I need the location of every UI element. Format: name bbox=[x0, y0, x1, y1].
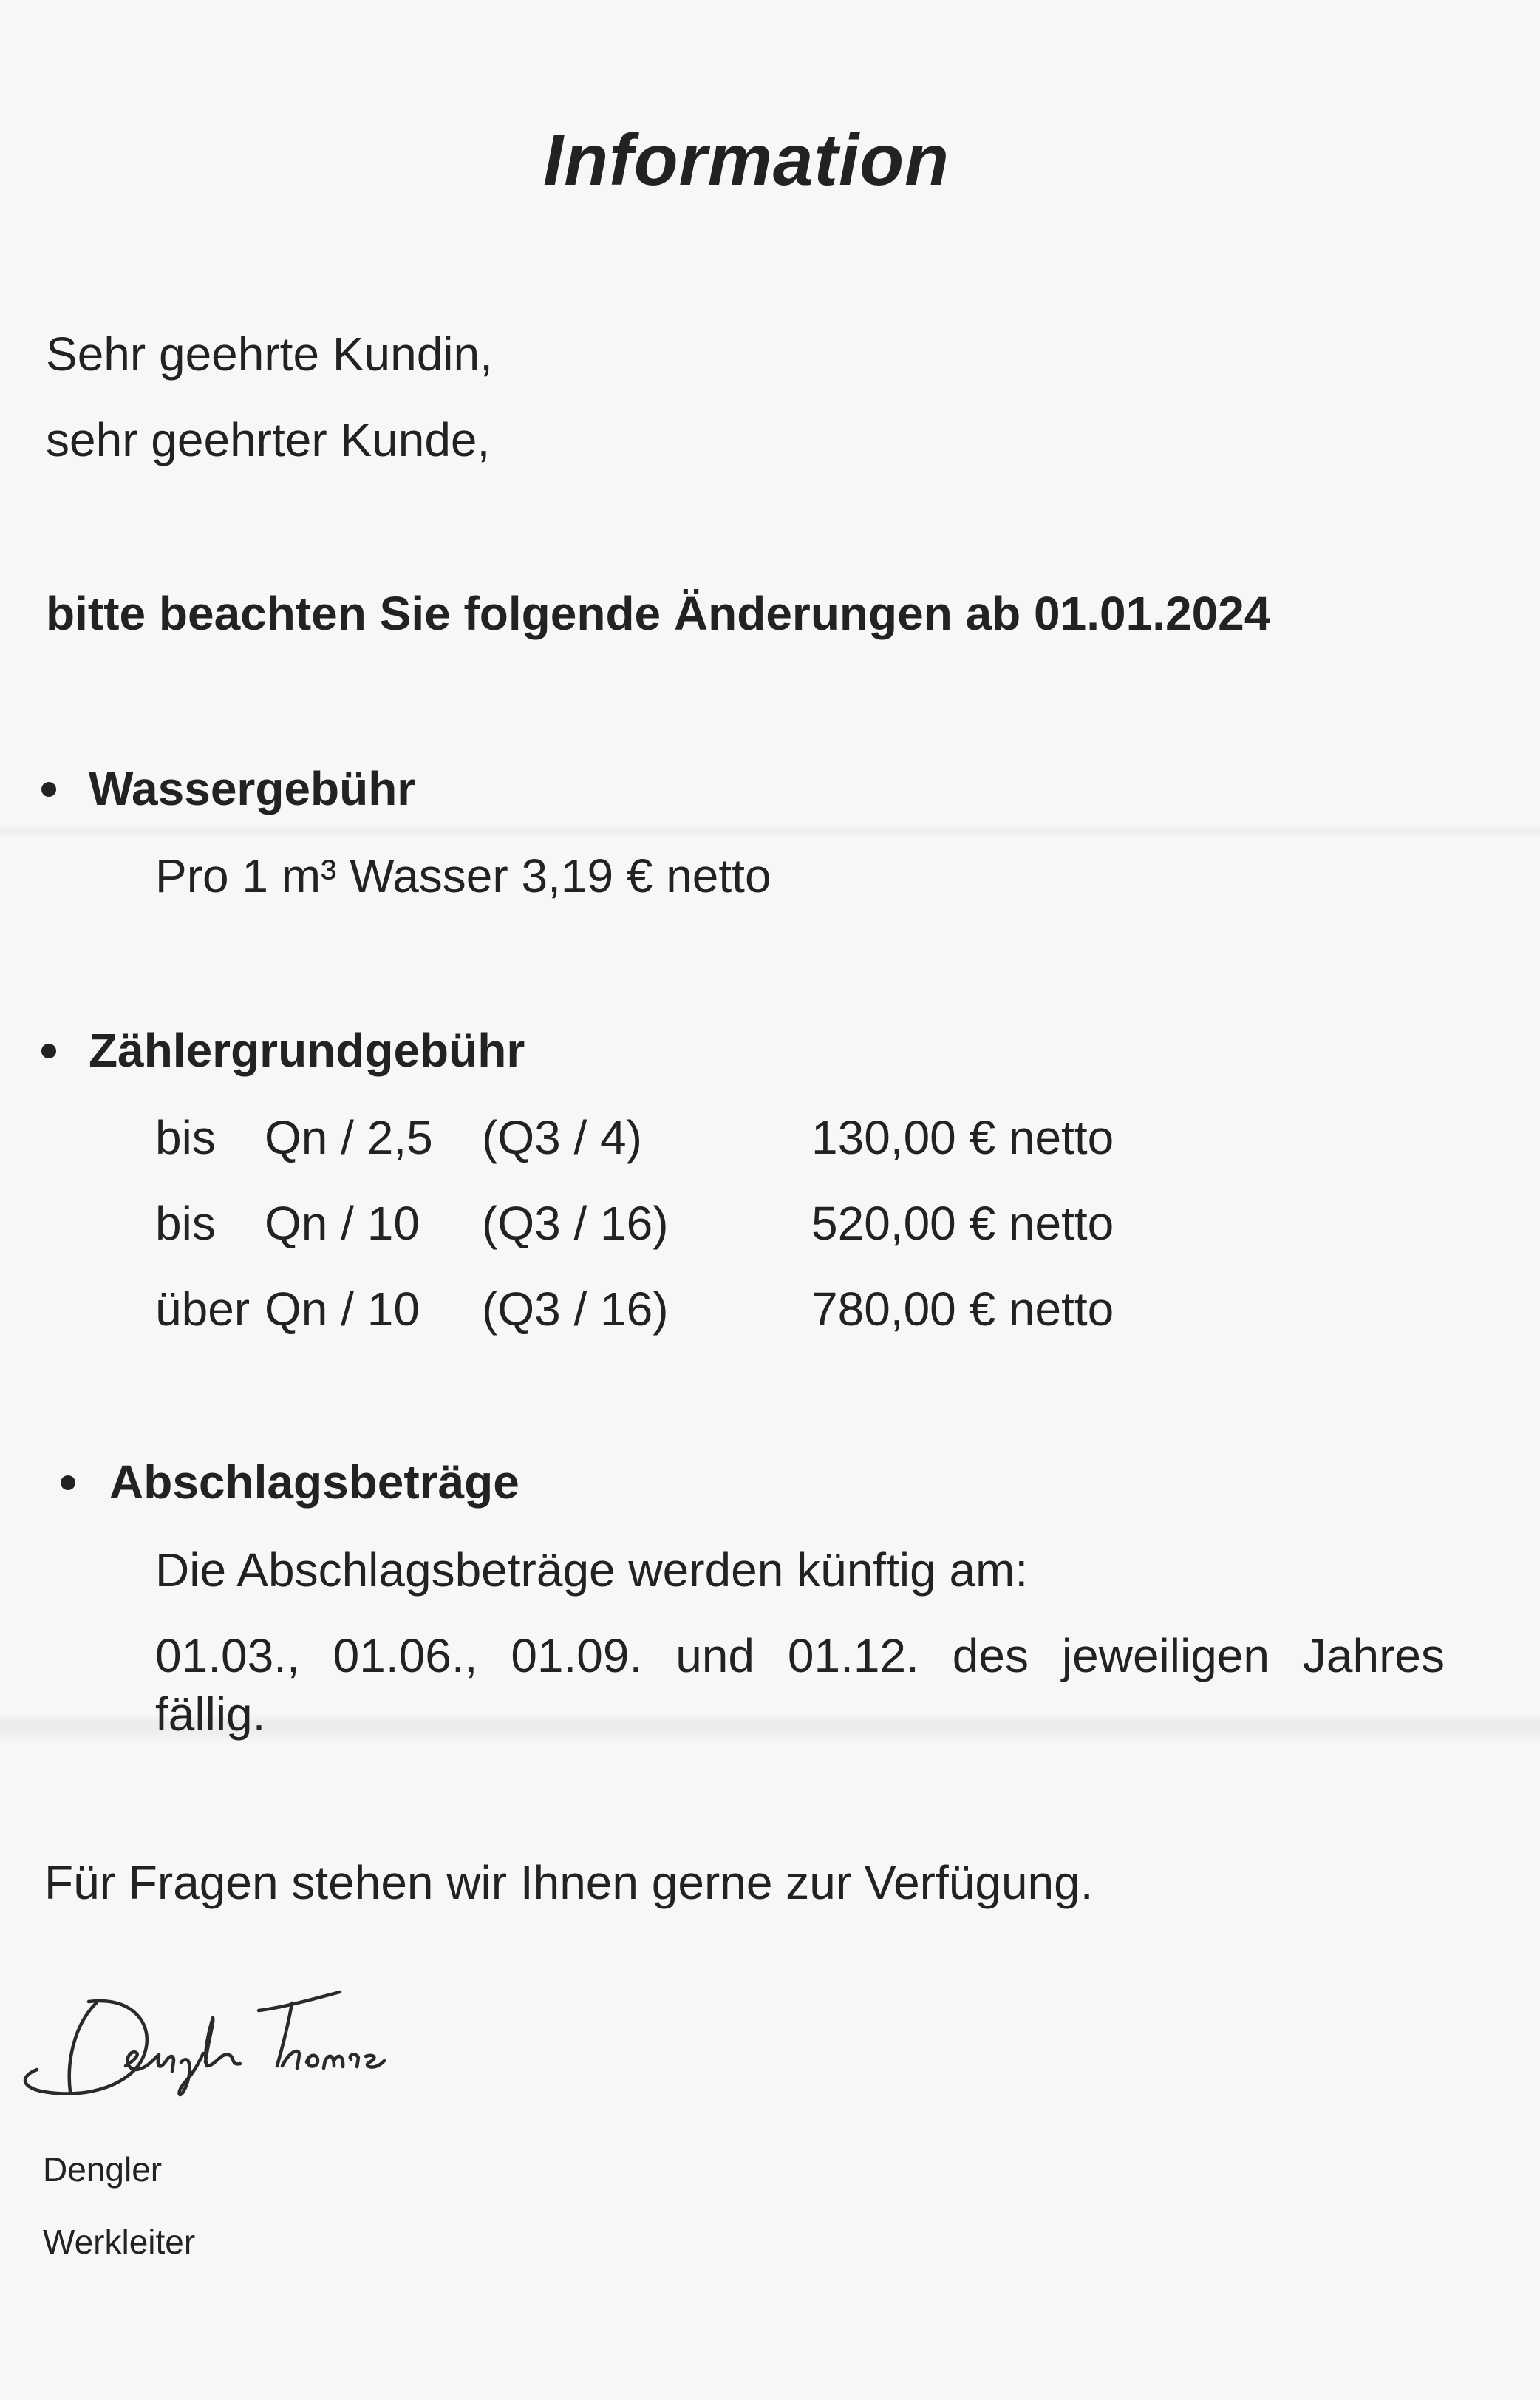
meter-row-price: 780,00 € netto bbox=[811, 1282, 1114, 1336]
installments-dates-line bbox=[155, 1628, 1445, 1683]
salutation-line-2: sehr geehrter Kunde, bbox=[46, 413, 491, 466]
bullet-icon bbox=[41, 1044, 56, 1058]
date-word: des bbox=[952, 1629, 1029, 1682]
meter-row-q3: (Q3 / 4) bbox=[482, 1111, 642, 1164]
closing-line: Für Fragen stehen wir Ihnen gerne zur Verfügung. bbox=[44, 1856, 1094, 1909]
meter-row-prefix: über bbox=[155, 1282, 251, 1336]
meter-row-prefix: bis bbox=[155, 1197, 216, 1250]
bullet-icon bbox=[61, 1475, 75, 1490]
intro-changes-heading: bitte beachten Sie folgende Änderungen ab 01.01.2024 bbox=[46, 587, 1271, 640]
meter-row-price: 130,00 € netto bbox=[811, 1111, 1114, 1164]
salutation-line-1: Sehr geehrte Kundin, bbox=[46, 327, 493, 381]
date-word: und bbox=[675, 1629, 754, 1682]
meter-row-qn: Qn / 10 bbox=[265, 1197, 420, 1250]
signature-image bbox=[15, 1981, 429, 2129]
installments-line-3: fällig. bbox=[155, 1687, 266, 1741]
signer-role: Werkleiter bbox=[43, 2223, 196, 2261]
date-word: jeweiligen bbox=[1061, 1629, 1270, 1682]
meter-row-prefix: bis bbox=[155, 1111, 216, 1164]
meter-row-qn: Qn / 10 bbox=[265, 1282, 420, 1336]
meter-row-q3: (Q3 / 16) bbox=[482, 1197, 669, 1250]
meter-row-q3: (Q3 / 16) bbox=[482, 1282, 669, 1336]
water-fee-heading: Wassergebühr bbox=[89, 762, 416, 815]
meter-fee-heading: Zählergrundgebühr bbox=[89, 1024, 525, 1077]
date-word: 01.06., bbox=[333, 1629, 478, 1682]
water-fee-line: Pro 1 m³ Wasser 3,19 € netto bbox=[155, 849, 771, 902]
meter-row-qn: Qn / 2,5 bbox=[265, 1111, 433, 1164]
date-word: Jahres bbox=[1302, 1629, 1445, 1682]
signer-name: Dengler bbox=[43, 2150, 163, 2189]
date-word: 01.03., bbox=[155, 1629, 300, 1682]
bullet-icon bbox=[41, 782, 56, 797]
meter-row-price: 520,00 € netto bbox=[811, 1197, 1114, 1250]
document-title: Information bbox=[543, 119, 950, 200]
installments-line-1: Die Abschlagsbeträge werden künftig am: bbox=[155, 1543, 1029, 1597]
installments-heading: Abschlagsbeträge bbox=[109, 1455, 519, 1509]
date-word: 01.09. bbox=[511, 1629, 643, 1682]
date-word: 01.12. bbox=[787, 1629, 919, 1682]
